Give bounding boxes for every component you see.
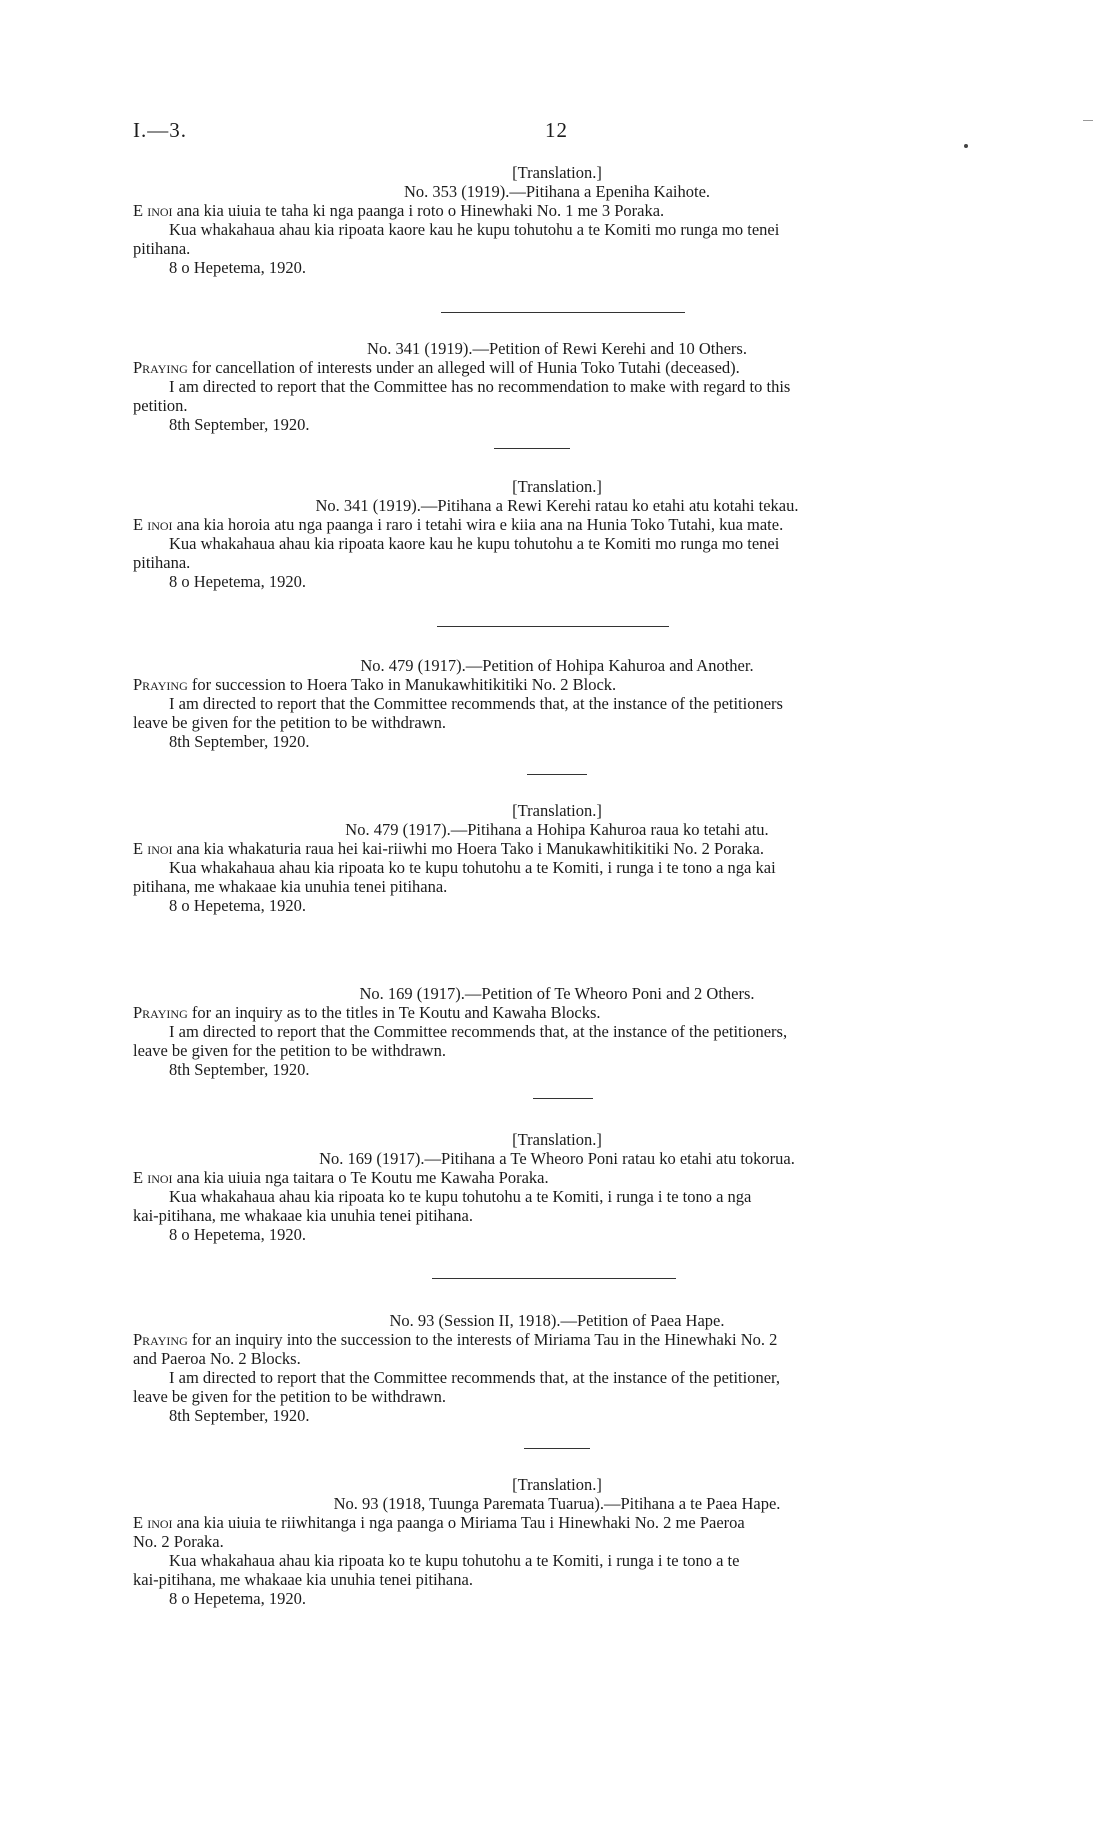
section-translation-169 [133, 1130, 981, 1244]
section-divider-short [527, 774, 587, 775]
section-title: No. 479 (1917).—Petition of Hohipa Kahuroa and Another. [360, 656, 754, 675]
lead-word: E inoi [133, 1168, 173, 1187]
section-date: 8th September, 1920. [169, 1060, 310, 1079]
paragraph-text: ana kia whakaturia raua hei kai-riiwhi mo Hoera Tako i Manukawhitikitiki No. 2 Poraka. [172, 839, 764, 858]
section-divider-short [494, 448, 570, 449]
lead-word: Praying [133, 1330, 188, 1349]
paragraph-report-line-1: Kua whakahaua ahau kia ripoata kaore kau he kupu tohutohu a te Komiti mo runga mo tenei [169, 220, 780, 239]
section-translation-93 [133, 1475, 981, 1608]
paragraph-report-line-2: pitihana, me whakaae kia unuhia tenei pitihana. [133, 877, 448, 896]
paragraph-text: for succession to Hoera Tako in Manukawhitikitiki No. 2 Block. [187, 675, 617, 694]
page-number: 12 [545, 118, 568, 142]
paragraph-report-line-1: I am directed to report that the Committee recommends that, at the instance of the petitioner, [169, 1368, 781, 1387]
paragraph-report-line-1: I am directed to report that the Committee recommends that, at the instance of the petitioners, [169, 1022, 788, 1041]
paragraph-prayer [133, 515, 981, 534]
paragraph-text: ana kia uiuia te taha ki nga paanga i roto o Hinewhaki No. 1 me 3 Poraka. [172, 201, 665, 220]
translation-label: [Translation.] [512, 477, 602, 496]
paragraph-report-line-2: leave be given for the petition to be withdrawn. [133, 1387, 446, 1406]
paragraph-prayer-line-2: and Paeroa No. 2 Blocks. [133, 1349, 301, 1368]
paragraph-report-line-2: leave be given for the petition to be withdrawn. [133, 713, 446, 732]
section-title: No. 169 (1917).—Petition of Te Wheoro Poni and 2 Others. [359, 984, 755, 1003]
section-divider [437, 626, 669, 627]
paragraph-prayer-line-2: No. 2 Poraka. [133, 1532, 224, 1551]
paragraph-report-line-1: Kua whakahaua ahau kia ripoata ko te kupu tohutohu a te Komiti, i runga i te tono a te [169, 1551, 740, 1570]
paragraph-prayer [133, 1330, 981, 1349]
section-date: 8 o Hepetema, 1920. [169, 896, 307, 915]
paragraph-report-line-1: Kua whakahaua ahau kia ripoata ko te kupu tohutohu a te Komiti, i runga i te tono a nga [169, 1187, 752, 1206]
section-title: No. 479 (1917).—Pitihana a Hohipa Kahuroa raua ko tetahi atu. [345, 820, 769, 839]
translation-label: [Translation.] [512, 1475, 602, 1494]
translation-label: [Translation.] [512, 801, 602, 820]
paragraph-report-line-1: I am directed to report that the Committee recommends that, at the instance of the petitioners [169, 694, 783, 713]
paragraph-report-line-1: Kua whakahaua ahau kia ripoata kaore kau he kupu tohutohu a te Komiti mo runga mo tenei [169, 534, 780, 553]
section-title: No. 341 (1919).—Petition of Rewi Kerehi and 10 Others. [367, 339, 747, 358]
section-date: 8th September, 1920. [169, 415, 310, 434]
paragraph-report-line-1: I am directed to report that the Committee has no recommendation to make with regard to this [169, 377, 791, 396]
lead-word: E inoi [133, 515, 173, 534]
paragraph-prayer [133, 1003, 981, 1022]
section-divider-short [524, 1448, 590, 1449]
paragraph-prayer [133, 1168, 981, 1187]
print-speck [964, 144, 968, 148]
paragraph-report-line-2: petition. [133, 396, 188, 415]
section-date: 8 o Hepetema, 1920. [169, 1589, 307, 1608]
section-petition-479 [133, 656, 981, 751]
paragraph-text: for an inquiry into the succession to the interests of Miriama Tau in the Hinewhaki No. 2 [187, 1330, 778, 1349]
section-translation-479 [133, 801, 981, 915]
translation-label: [Translation.] [512, 163, 602, 182]
paragraph-prayer [133, 839, 981, 858]
section-divider [441, 312, 685, 313]
section-petition-169 [133, 984, 981, 1079]
paragraph-report-line-2: kai-pitihana, me whakaae kia unuhia tenei pitihana. [133, 1206, 473, 1225]
margin-mark [1083, 120, 1093, 121]
section-title: No. 169 (1917).—Pitihana a Te Wheoro Poni ratau ko etahi atu tokorua. [319, 1149, 795, 1168]
lead-word: Praying [133, 1003, 188, 1022]
translation-label: [Translation.] [512, 1130, 602, 1149]
section-title: No. 341 (1919).—Pitihana a Rewi Kerehi ratau ko etahi atu kotahi tekau. [315, 496, 799, 515]
paragraph-report-line-2: leave be given for the petition to be withdrawn. [133, 1041, 446, 1060]
section-date: 8 o Hepetema, 1920. [169, 258, 307, 277]
paper-code: I.—3. [133, 118, 187, 142]
section-translation-341 [133, 477, 981, 591]
paragraph-text: ana kia uiuia nga taitara o Te Koutu me Kawaha Poraka. [172, 1168, 549, 1187]
lead-word: E inoi [133, 1513, 173, 1532]
paragraph-report-line-2: pitihana. [133, 553, 191, 572]
lead-word: Praying [133, 675, 188, 694]
paragraph-text: ana kia horoia atu nga paanga i raro i tetahi wira e kiia ana na Hunia Toko Tutahi, kua mate. [172, 515, 784, 534]
section-date: 8th September, 1920. [169, 732, 310, 751]
section-translation-353 [133, 163, 981, 277]
section-petition-93 [133, 1311, 981, 1425]
section-date: 8th September, 1920. [169, 1406, 310, 1425]
section-title: No. 353 (1919).—Pitihana a Epeniha Kaihote. [403, 182, 711, 201]
paragraph-prayer [133, 358, 981, 377]
paragraph-text: for cancellation of interests under an alleged will of Hunia Toko Tutahi (deceased). [187, 358, 740, 377]
paragraph-prayer [133, 675, 981, 694]
section-divider-short [533, 1098, 593, 1099]
paragraph-report-line-2: pitihana. [133, 239, 191, 258]
paragraph-text: ana kia uiuia te riiwhitanga i nga paanga o Miriama Tau i Hinewhaki No. 2 me Paeroa [172, 1513, 745, 1532]
lead-word: E inoi [133, 839, 173, 858]
paragraph-report-line-2: kai-pitihana, me whakaae kia unuhia tenei pitihana. [133, 1570, 473, 1589]
paragraph-prayer [133, 1513, 981, 1532]
section-title: No. 93 (Session II, 1918).—Petition of Paea Hape. [389, 1311, 725, 1330]
section-divider [432, 1278, 676, 1279]
lead-word: E inoi [133, 201, 173, 220]
paragraph-prayer [133, 201, 981, 220]
paragraph-text: for an inquiry as to the titles in Te Koutu and Kawaha Blocks. [187, 1003, 601, 1022]
section-date: 8 o Hepetema, 1920. [169, 572, 307, 591]
paragraph-report-line-1: Kua whakahaua ahau kia ripoata ko te kupu tohutohu a te Komiti, i runga i te tono a nga kai [169, 858, 776, 877]
section-date: 8 o Hepetema, 1920. [169, 1225, 307, 1244]
lead-word: Praying [133, 358, 188, 377]
section-petition-341 [133, 339, 981, 434]
section-title: No. 93 (1918, Tuunga Paremata Tuarua).—Pitihana a te Paea Hape. [333, 1494, 781, 1513]
